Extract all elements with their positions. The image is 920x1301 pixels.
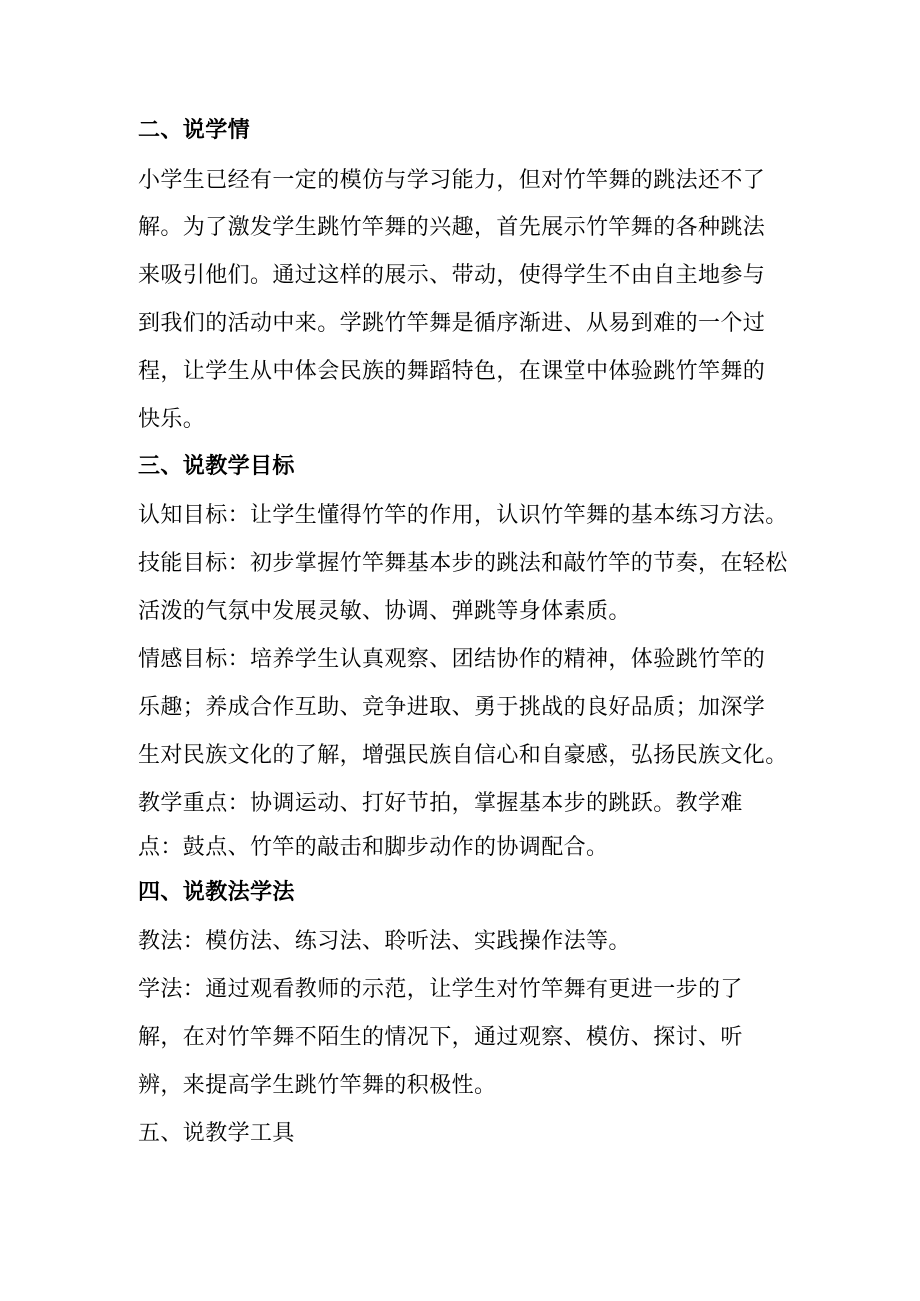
section-heading-2: 二、说学情 bbox=[138, 118, 251, 143]
paragraph-line: 解。为了激发学生跳竹竿舞的兴趣，首先展示竹竿舞的各种跳法 bbox=[138, 215, 766, 240]
paragraph-line: 教法：模仿法、练习法、聆听法、实践操作法等。 bbox=[138, 929, 631, 954]
paragraph-line: 解，在对竹竿舞不陌生的情况下，通过观察、模仿、探讨、听 bbox=[138, 1025, 743, 1050]
paragraph-line: 快乐。 bbox=[138, 407, 206, 432]
paragraph-line: 到我们的活动中来。学跳竹竿舞是循序渐进、从易到难的一个过 bbox=[138, 311, 766, 336]
paragraph-line: 程，让学生从中体会民族的舞蹈特色，在课堂中体验跳竹竿舞的 bbox=[138, 359, 766, 384]
paragraph-line: 辨，来提高学生跳竹竿舞的积极性。 bbox=[138, 1073, 497, 1098]
paragraph-line: 教学重点：协调运动、打好节拍，掌握基本步的跳跃。教学难 bbox=[138, 791, 743, 816]
paragraph-line: 乐趣；养成合作互助、竞争进取、勇于挑战的良好品质；加深学 bbox=[138, 695, 766, 720]
section-heading-3: 三、说教学目标 bbox=[138, 454, 295, 479]
paragraph-line: 技能目标：初步掌握竹竿舞基本步的跳法和敲竹竿的节奏，在轻松 bbox=[138, 551, 788, 576]
paragraph-line: 认知目标：让学生懂得竹竿的作用，认识竹竿舞的基本练习方法。 bbox=[138, 503, 788, 528]
paragraph-line: 学法：通过观看教师的示范，让学生对竹竿舞有更进一步的了 bbox=[138, 977, 743, 1002]
paragraph-line: 生对民族文化的了解，增强民族自信心和自豪感，弘扬民族文化。 bbox=[138, 743, 788, 768]
paragraph-line: 来吸引他们。通过这样的展示、带动，使得学生不由自主地参与 bbox=[138, 263, 766, 288]
paragraph-line: 情感目标：培养学生认真观察、团结协作的精神，体验跳竹竿的 bbox=[138, 647, 766, 672]
paragraph-line: 小学生已经有一定的模仿与学习能力，但对竹竿舞的跳法还不了 bbox=[138, 168, 766, 193]
paragraph-line: 点：鼓点、竹竿的敲击和脚步动作的协调配合。 bbox=[138, 835, 609, 860]
section-heading-5: 五、说教学工具 bbox=[138, 1121, 295, 1146]
paragraph-line: 活泼的气氛中发展灵敏、协调、弹跳等身体素质。 bbox=[138, 599, 631, 624]
section-heading-4: 四、说教法学法 bbox=[138, 880, 295, 905]
